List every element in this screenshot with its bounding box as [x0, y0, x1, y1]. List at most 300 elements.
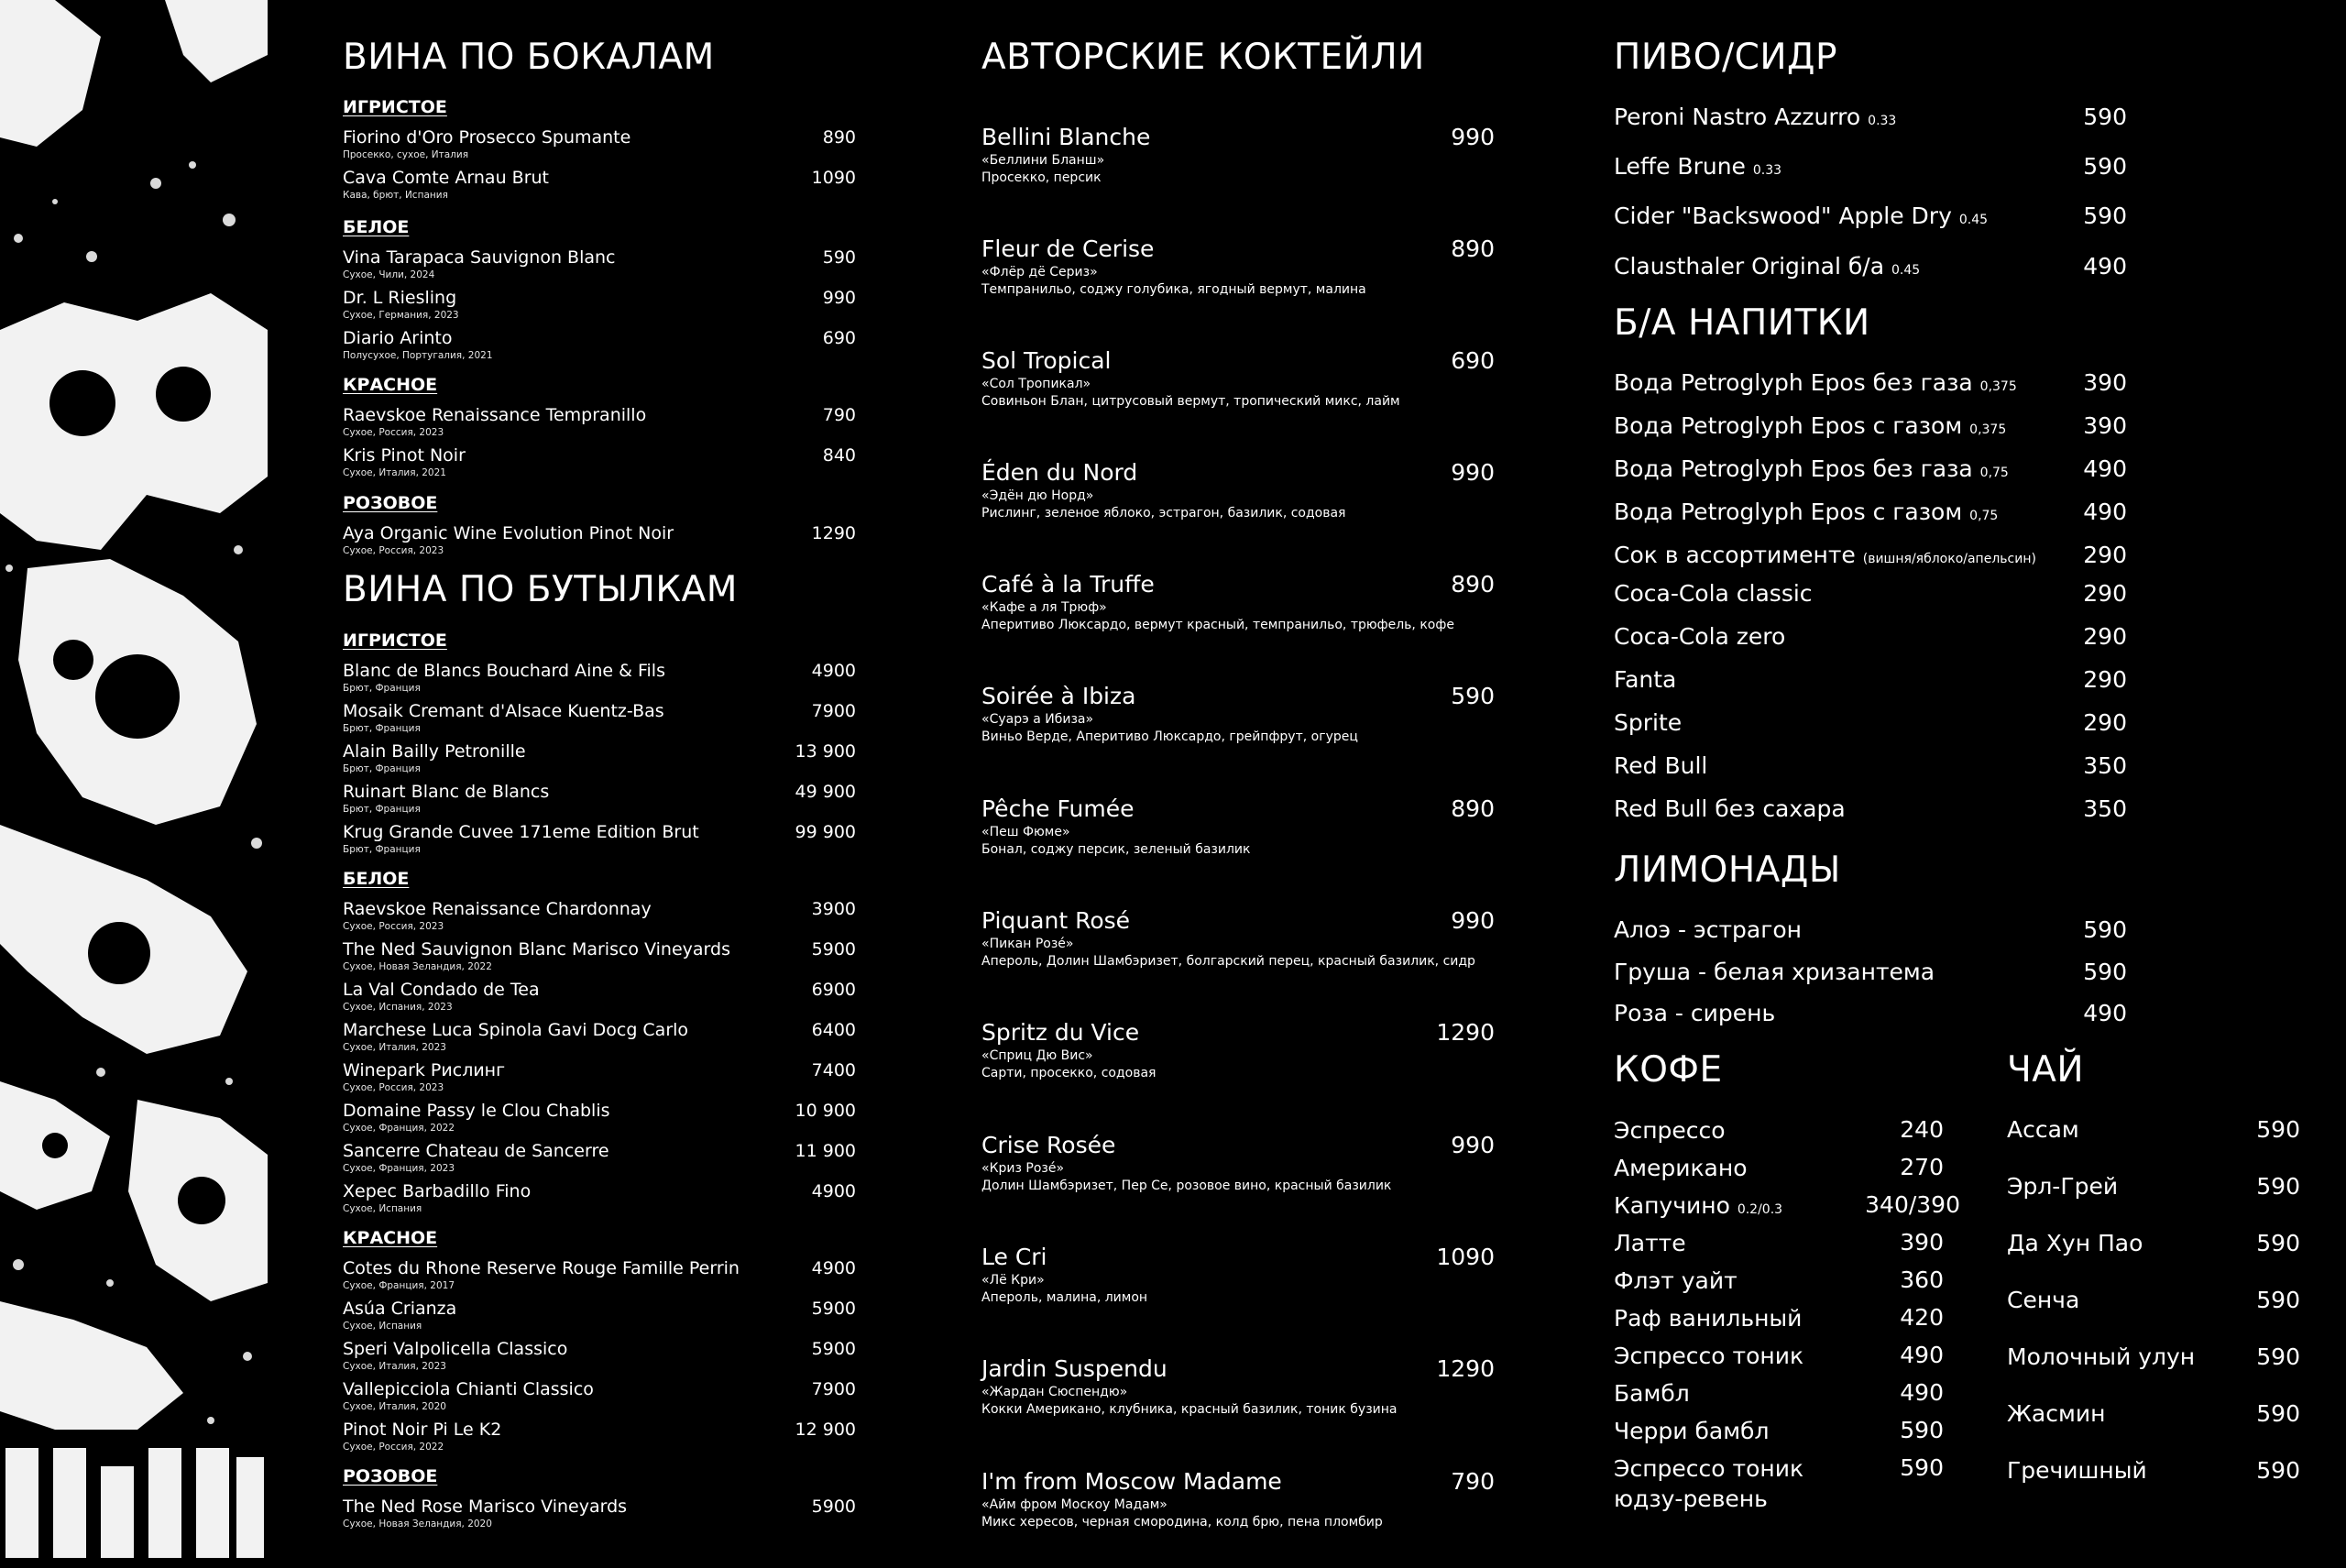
wine-name: Blanc de Blancs Bouchard Aine & Fils [343, 661, 665, 681]
cocktail-name: Fleur de Cerise [981, 236, 1155, 262]
wine-item [343, 980, 856, 1014]
softdrink-item [1614, 795, 2127, 827]
wine-item [343, 1299, 856, 1333]
wine-desc: Сухое, Испания [343, 1321, 422, 1332]
lemonade-price: 590 [2083, 959, 2127, 985]
wine-price: 840 [822, 445, 856, 466]
beer-volume: 0.33 [1868, 114, 1897, 128]
wine-price: 590 [822, 247, 856, 268]
wine-price: 4900 [811, 661, 856, 681]
tea-price: 590 [2256, 1287, 2300, 1313]
wine-price: 6400 [811, 1020, 856, 1040]
coffee-item [1614, 1229, 1944, 1260]
section-label: РОЗОВОЕ [343, 493, 438, 513]
wine-desc: Сухое, Россия, 2023 [343, 1082, 444, 1093]
wine-desc: Сухое, Испания [343, 1203, 422, 1214]
wine-desc: Сухое, Новая Зеландия, 2022 [343, 961, 492, 972]
cocktail-name: Le Cri [981, 1244, 1047, 1270]
coffee-price: 490 [1900, 1379, 1944, 1406]
wine-desc: Сухое, Италия, 2020 [343, 1401, 446, 1412]
softdrink-price: 290 [2083, 580, 2127, 607]
softdrink-item [1614, 369, 2127, 400]
cocktail-price: 1290 [1436, 1355, 1495, 1382]
wine-item [343, 1497, 856, 1531]
wine-name: Cotes du Rhone Reserve Rouge Famille Perrin [343, 1258, 740, 1278]
section-label: БЕЛОЕ [343, 869, 410, 889]
tea-item [2007, 1173, 2300, 1204]
wine-name: Mosaik Cremant d'Alsace Kuentz-Bas [343, 701, 664, 721]
softdrink-item [1614, 580, 2127, 611]
tea-name: Молочный улун [2007, 1343, 2196, 1370]
wine-item [343, 1101, 856, 1135]
wine-desc: Сухое, Новая Зеландия, 2020 [343, 1519, 492, 1530]
wine-price: 790 [822, 405, 856, 425]
wine-price: 4900 [811, 1181, 856, 1201]
wine-item [343, 1339, 856, 1374]
wine-name: Kris Pinot Noir [343, 445, 466, 466]
softdrink-price: 390 [2083, 412, 2127, 439]
cocktail-item [981, 124, 1495, 188]
cocktail-ru-name: «Айм фром Москоу Мадам» [981, 1497, 1168, 1512]
wine-item [343, 1379, 856, 1414]
beer-price: 590 [2083, 104, 2127, 130]
coffee-volume: 0.2/0.3 [1737, 1202, 1783, 1217]
softdrink-price: 350 [2083, 752, 2127, 779]
cocktail-name: Pêche Fumée [981, 795, 1135, 822]
coffee-item [1614, 1379, 1944, 1410]
wine-price: 7400 [811, 1060, 856, 1080]
cocktail-ru-name: «Кафе а ля Трюф» [981, 600, 1107, 615]
wine-price: 5900 [811, 1339, 856, 1359]
cocktail-ingredients: Виньо Верде, Аперитиво Люксардо, грейпфрут, огурец [981, 729, 1358, 744]
wine-name: Ruinart Blanc de Blancs [343, 782, 550, 802]
section-label: КРАСНОЕ [343, 1228, 438, 1248]
wine-price: 5900 [811, 1299, 856, 1319]
softdrink-item [1614, 623, 2127, 654]
cocktail-ingredients: Просекко, персик [981, 170, 1102, 185]
wine-desc: Брют, Франция [343, 723, 421, 734]
wine-desc: Полусухое, Португалия, 2021 [343, 350, 493, 361]
cocktail-ingredients: Рислинг, зеленое яблоко, эстрагон, базилик, содовая [981, 506, 1346, 521]
wine-name: Asúa Crianza [343, 1299, 457, 1319]
wine-desc: Сухое, Франция, 2023 [343, 1163, 455, 1174]
coffee-item [1614, 1304, 1944, 1335]
cocktail-item [981, 571, 1495, 635]
wine-price: 99 900 [795, 822, 856, 842]
coffee-price: 390 [1900, 1229, 1944, 1255]
beer-volume: 0.45 [1958, 213, 1989, 227]
wine-item [343, 445, 856, 480]
wine-name: Aya Organic Wine Evolution Pinot Noir [343, 523, 674, 543]
cocktail-price: 990 [1451, 1132, 1495, 1158]
coffee-price: 270 [1900, 1154, 1944, 1180]
cocktail-price: 790 [1451, 1468, 1495, 1495]
beer-price: 590 [2083, 153, 2127, 180]
cocktail-name: Soirée à Ibiza [981, 683, 1136, 709]
wine-desc: Сухое, Германия, 2023 [343, 310, 459, 321]
tea-item [2007, 1457, 2300, 1488]
cocktail-item [981, 795, 1495, 860]
wine-item [343, 1258, 856, 1293]
cocktail-item [981, 236, 1495, 300]
wine-price: 890 [822, 127, 856, 148]
tea-price: 590 [2256, 1343, 2300, 1370]
cocktail-ru-name: «Сприц Дю Вис» [981, 1048, 1093, 1063]
tea-item [2007, 1287, 2300, 1318]
wine-name: Marchese Luca Spinola Gavi Docg Carlo [343, 1020, 689, 1040]
coffee-name: Эспрессо тоник [1614, 1455, 1804, 1482]
wine-desc: Сухое, Россия, 2023 [343, 921, 444, 932]
coffee-name-line2: юдзу-ревень [1614, 1485, 1768, 1512]
softdrink-price: 290 [2083, 542, 2127, 568]
softdrink-price: 290 [2083, 709, 2127, 736]
coffee-item [1614, 1417, 1944, 1448]
cocktail-name: Bellini Blanche [981, 124, 1151, 150]
wine-price: 7900 [811, 701, 856, 721]
lemonade-price: 590 [2083, 916, 2127, 943]
cocktail-ru-name: «Жардан Сюспендю» [981, 1385, 1128, 1399]
cocktail-ingredients: Апероль, Долин Шамбэризет, болгарский перец, красный базилик, сидр [981, 954, 1475, 969]
wine-desc: Сухое, Россия, 2023 [343, 427, 444, 438]
cocktail-name: Crise Rosée [981, 1132, 1116, 1158]
wine-name: The Ned Rose Marisco Vineyards [343, 1497, 628, 1517]
softdrink-name: Вода Petroglyph Epos с газом [1614, 499, 1963, 525]
cocktail-price: 890 [1451, 571, 1495, 598]
cocktail-item [981, 347, 1495, 411]
wine-price: 13 900 [795, 741, 856, 762]
tea-name: Сенча [2007, 1287, 2080, 1313]
cocktail-price: 890 [1451, 795, 1495, 822]
wine-price: 6900 [811, 980, 856, 1000]
section-label: БЕЛОЕ [343, 217, 410, 237]
cocktail-price: 990 [1451, 459, 1495, 486]
wine-price: 5900 [811, 1497, 856, 1517]
softdrink-price: 490 [2083, 455, 2127, 482]
cocktail-name: Piquant Rosé [981, 907, 1131, 934]
softdrink-price: 290 [2083, 623, 2127, 650]
tea-name: Ассам [2007, 1116, 2079, 1143]
beer-name: Clausthaler Original б/а [1614, 253, 1885, 280]
section-label: ИГРИСТОЕ [343, 630, 447, 651]
cocktail-item [981, 907, 1495, 971]
coffee-name: Бамбл [1614, 1380, 1690, 1407]
wine-item [343, 328, 856, 363]
cocktail-ru-name: «Криз Розé» [981, 1161, 1065, 1176]
wine-item [343, 288, 856, 323]
wine-price: 3900 [811, 899, 856, 919]
lemonade-item [1614, 1000, 2127, 1031]
wine-item [343, 741, 856, 776]
wine-name: Херес Barbadillo Fino [343, 1181, 532, 1201]
wine-item [343, 1141, 856, 1176]
beer-name: Cider "Backswood" Apple Dry [1614, 203, 1952, 229]
wine-price: 10 900 [795, 1101, 856, 1121]
cocktail-ru-name: «Пикан Розé» [981, 937, 1074, 951]
coffee-name: Эспрессо [1614, 1117, 1726, 1144]
cocktail-ru-name: «Флёр дё Сериз» [981, 265, 1098, 280]
wine-name: Vina Tarapaca Sauvignon Blanc [343, 247, 616, 268]
cocktail-name: Éden du Nord [981, 459, 1138, 486]
wine-item [343, 1060, 856, 1095]
coffee-item [1614, 1154, 1944, 1185]
tea-item [2007, 1230, 2300, 1261]
coffee-name: Флэт уайт [1614, 1267, 1738, 1294]
wine-desc: Просекко, сухое, Италия [343, 149, 469, 160]
cocktail-item [981, 1244, 1495, 1308]
wines-by-glass-title: ВИНА ПО БОКАЛАМ [343, 37, 715, 78]
cocktail-price: 690 [1451, 347, 1495, 374]
wine-desc: Сухое, Франция, 2022 [343, 1123, 455, 1134]
wine-price: 49 900 [795, 782, 856, 802]
softdrink-name: Вода Petroglyph Epos без газа [1614, 369, 1973, 396]
wine-item [343, 939, 856, 974]
softdrink-volume: (вишня/яблоко/апельсин) [1862, 552, 2036, 566]
wine-name: Sancerre Chateau de Sancerre [343, 1141, 609, 1161]
softdrink-name: Вода Petroglyph Epos с газом [1614, 412, 1963, 439]
wine-price: 7900 [811, 1379, 856, 1399]
wine-item [343, 1020, 856, 1055]
wine-desc: Брют, Франция [343, 683, 421, 694]
beer-volume: 0.45 [1891, 263, 1921, 278]
wine-name: Fiorino d'Oro Prosecco Spumante [343, 127, 631, 148]
lemonade-item [1614, 959, 2127, 990]
softdrink-volume: 0,375 [1969, 422, 2007, 437]
coffee-item [1614, 1191, 1960, 1223]
softdrink-volume: 0,75 [1969, 509, 1999, 523]
cocktail-ru-name: «Пеш Фюме» [981, 825, 1070, 839]
lemonade-name: Груша - белая хризантема [1614, 959, 1935, 985]
softdrink-item [1614, 455, 2127, 487]
wine-price: 1290 [811, 523, 856, 543]
softdrink-name: Red Bull [1614, 752, 1708, 779]
wine-name: La Val Condado de Tea [343, 980, 540, 1000]
wine-desc: Сухое, Россия, 2022 [343, 1442, 444, 1453]
wine-desc: Сухое, Чили, 2024 [343, 269, 435, 280]
tea-name: Да Хун Пао [2007, 1230, 2143, 1256]
softdrink-volume: 0,375 [1979, 379, 2017, 394]
wine-name: Raevskoe Renaissance Chardonnay [343, 899, 652, 919]
cocktail-price: 1090 [1436, 1244, 1495, 1270]
section-label: РОЗОВОЕ [343, 1466, 438, 1486]
wine-name: Cava Comte Arnau Brut [343, 168, 549, 188]
cocktail-ru-name: «Суарэ а Ибиза» [981, 712, 1094, 727]
beer-item [1614, 104, 2127, 135]
coffee-name: Капучино [1614, 1192, 1730, 1219]
softdrink-item [1614, 542, 2127, 573]
section-label: ИГРИСТОЕ [343, 97, 447, 117]
softdrink-price: 350 [2083, 795, 2127, 822]
cocktail-ru-name: «Лё Кри» [981, 1273, 1045, 1288]
softdrink-price: 290 [2083, 666, 2127, 693]
wine-price: 4900 [811, 1258, 856, 1278]
wine-price: 12 900 [795, 1420, 856, 1440]
cocktail-item [981, 459, 1495, 523]
wine-price: 990 [822, 288, 856, 308]
cocktail-ingredients: Бонал, соджу персик, зеленый базилик [981, 842, 1251, 857]
wine-desc: Сухое, Италия, 2023 [343, 1361, 446, 1372]
cocktail-price: 990 [1451, 907, 1495, 934]
wine-item [343, 405, 856, 440]
lemonade-price: 490 [2083, 1000, 2127, 1026]
softdrink-name: Coca-Cola classic [1614, 580, 1813, 607]
cocktail-ingredients: Апероль, малина, лимон [981, 1290, 1148, 1305]
wine-name: Winepark Рислинг [343, 1060, 506, 1080]
tea-price: 590 [2256, 1173, 2300, 1200]
wine-name: Krug Grande Cuvee 171eme Edition Brut [343, 822, 699, 842]
cocktail-price: 990 [1451, 124, 1495, 150]
coffee-title: КОФЕ [1614, 1049, 1723, 1091]
cocktail-ingredients: Темпранильо, соджу голубика, ягодный вермут, малина [981, 282, 1366, 297]
cocktail-item [981, 1355, 1495, 1420]
wine-item [343, 127, 856, 162]
softdrink-volume: 0,75 [1979, 466, 2009, 480]
softdrink-price: 390 [2083, 369, 2127, 396]
wine-item [343, 661, 856, 696]
wine-desc: Сухое, Россия, 2023 [343, 545, 444, 556]
wine-name: The Ned Sauvignon Blanc Marisco Vineyards [343, 939, 730, 959]
cocktail-ingredients: Кокки Американо, клубника, красный базилик, тоник бузина [981, 1402, 1398, 1417]
softdrink-name: Fanta [1614, 666, 1677, 693]
wine-price: 1090 [811, 168, 856, 188]
wine-desc: Сухое, Франция, 2017 [343, 1280, 455, 1291]
beer-item [1614, 153, 2127, 184]
softdrink-name: Sprite [1614, 709, 1683, 736]
softdrink-name: Coca-Cola zero [1614, 623, 1786, 650]
cocktail-ingredients: Микс хересов, черная смородина, колд брю, пена пломбир [981, 1515, 1383, 1530]
coffee-item [1614, 1116, 1944, 1147]
wine-price: 11 900 [795, 1141, 856, 1161]
softdrink-price: 490 [2083, 499, 2127, 525]
coffee-price: 420 [1900, 1304, 1944, 1331]
tea-price: 590 [2256, 1400, 2300, 1427]
wine-item [343, 523, 856, 558]
wine-desc: Брют, Франция [343, 844, 421, 855]
wine-name: Diario Arinto [343, 328, 453, 348]
wine-desc: Сухое, Испания, 2023 [343, 1002, 453, 1013]
cocktail-price: 890 [1451, 236, 1495, 262]
wine-item [343, 782, 856, 817]
coffee-price: 340/390 [1865, 1191, 1960, 1218]
tea-name: Жасмин [2007, 1400, 2106, 1427]
softdrink-item [1614, 752, 2127, 784]
tea-name: Гречишный [2007, 1457, 2147, 1484]
cocktail-name: Sol Tropical [981, 347, 1112, 374]
coffee-price: 590 [1900, 1417, 1944, 1443]
wine-desc: Сухое, Италия, 2023 [343, 1042, 446, 1053]
lemonade-name: Алоэ - эстрагон [1614, 916, 1803, 943]
cocktails-title: АВТОРСКИЕ КОКТЕЙЛИ [981, 37, 1425, 78]
wine-name: Raevskoe Renaissance Tempranillo [343, 405, 647, 425]
cocktail-name: Café à la Truffe [981, 571, 1155, 598]
tea-name: Эрл-Грей [2007, 1173, 2119, 1200]
tea-price: 590 [2256, 1457, 2300, 1484]
beer-title: ПИВО/СИДР [1614, 37, 1837, 78]
wine-item [343, 822, 856, 857]
wine-name: Pinot Noir Pi Le K2 [343, 1420, 502, 1440]
softdrink-item [1614, 709, 2127, 740]
cocktail-name: I'm from Moscow Madame [981, 1468, 1282, 1495]
wine-name: Alain Bailly Petronille [343, 741, 526, 762]
cocktail-item [981, 1468, 1495, 1532]
grunge-skull-artwork [0, 0, 268, 1568]
wine-item [343, 1181, 856, 1216]
cocktail-item [981, 683, 1495, 747]
lemonade-item [1614, 916, 2127, 948]
beer-name: Leffe Brune [1614, 153, 1746, 180]
coffee-name: Черри бамбл [1614, 1418, 1770, 1444]
cocktail-ru-name: «Эдён дю Норд» [981, 488, 1094, 503]
wine-item [343, 701, 856, 736]
softdrink-name: Сок в ассортименте [1614, 542, 1856, 568]
tea-item [2007, 1400, 2300, 1431]
lemonades-title: ЛИМОНАДЫ [1614, 850, 1841, 891]
cocktail-price: 1290 [1436, 1019, 1495, 1046]
beer-item [1614, 203, 2127, 234]
softdrink-item [1614, 412, 2127, 444]
beer-price: 490 [2083, 253, 2127, 280]
wines-by-bottle-title: ВИНА ПО БУТЫЛКАМ [343, 569, 738, 610]
tea-price: 590 [2256, 1230, 2300, 1256]
beer-item [1614, 253, 2127, 284]
softdrinks-title: Б/А НАПИТКИ [1614, 302, 1870, 344]
wine-name: Dr. L Riesling [343, 288, 457, 308]
wine-item [343, 247, 856, 282]
cocktail-price: 590 [1451, 683, 1495, 709]
coffee-item [1614, 1266, 1944, 1298]
wine-item [343, 168, 856, 203]
wine-desc: Брют, Франция [343, 804, 421, 815]
tea-item [2007, 1343, 2300, 1375]
wine-name: Domaine Passy le Clou Chablis [343, 1101, 610, 1121]
coffee-item [1614, 1454, 1944, 1519]
coffee-item [1614, 1342, 1944, 1373]
beer-price: 590 [2083, 203, 2127, 229]
beer-name: Peroni Nastro Azzurro [1614, 104, 1861, 130]
softdrink-item [1614, 499, 2127, 530]
coffee-price: 240 [1900, 1116, 1944, 1143]
tea-title: ЧАЙ [2007, 1049, 2085, 1091]
section-label: КРАСНОЕ [343, 375, 438, 395]
cocktail-name: Jardin Suspendu [981, 1355, 1168, 1382]
cocktail-item [981, 1132, 1495, 1196]
softdrink-name: Red Bull без сахара [1614, 795, 1846, 822]
wine-name: Vallepicciola Chianti Classico [343, 1379, 594, 1399]
cocktail-ru-name: «Беллини Бланш» [981, 153, 1105, 168]
tea-item [2007, 1116, 2300, 1147]
coffee-price: 590 [1900, 1454, 1944, 1481]
coffee-name: Эспрессо тоник [1614, 1343, 1804, 1369]
cocktail-ingredients: Аперитиво Люксардо, вермут красный, темпранильо, трюфель, кофе [981, 618, 1454, 632]
beer-volume: 0.33 [1752, 163, 1782, 178]
wine-price: 5900 [811, 939, 856, 959]
coffee-name: Раф ванильный [1614, 1305, 1803, 1332]
wine-desc: Сухое, Италия, 2021 [343, 467, 446, 478]
coffee-price: 490 [1900, 1342, 1944, 1368]
wine-name: Speri Valpolicella Classico [343, 1339, 568, 1359]
softdrink-item [1614, 666, 2127, 697]
cocktail-item [981, 1019, 1495, 1083]
wine-price: 690 [822, 328, 856, 348]
cocktail-ru-name: «Сол Тропикал» [981, 377, 1091, 391]
cocktail-ingredients: Совиньон Блан, цитрусовый вермут, тропический микс, лайм [981, 394, 1400, 409]
wine-item [343, 1420, 856, 1454]
lemonade-name: Роза - сирень [1614, 1000, 1776, 1026]
coffee-name: Латте [1614, 1230, 1686, 1256]
wine-desc: Кава, брют, Испания [343, 190, 448, 201]
wine-item [343, 899, 856, 934]
cocktail-ingredients: Сарти, просекко, содовая [981, 1066, 1157, 1080]
cocktail-name: Spritz du Vice [981, 1019, 1140, 1046]
